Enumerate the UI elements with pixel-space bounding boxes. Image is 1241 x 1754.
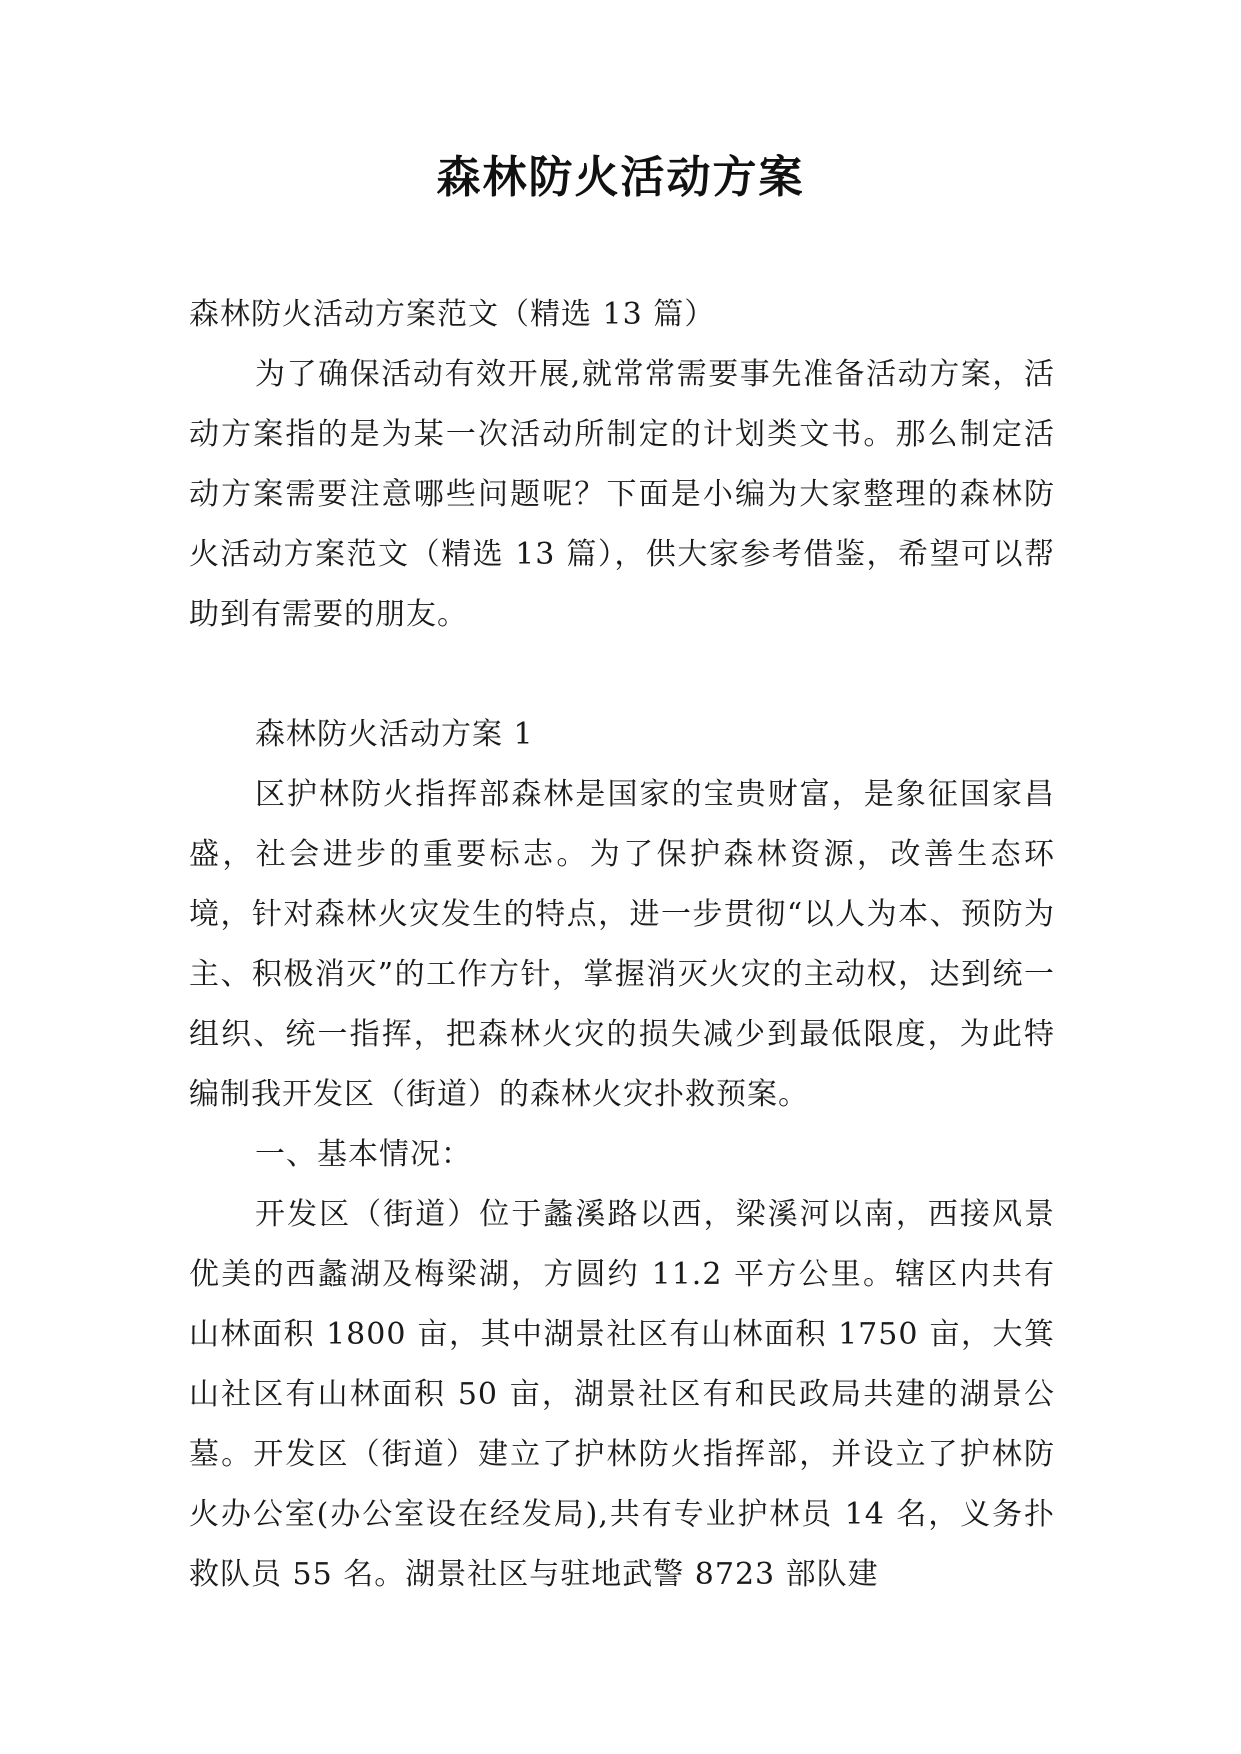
document-body [189,285,1055,1605]
subtitle-paragraph: 森林防火活动方案范文（精选 13 篇） [189,297,716,332]
document-title: 森林防火活动方案 [436,152,805,203]
intro-paragraph: 为了确保活动有效开展,就常常需要事先准备活动方案，活动方案指的是为某一次活动所制定的计划类文书。那么制定活动方案需要注意哪些问题呢？下面是小编为大家整理的森林防火活动方案范文（精选 13 篇），供大家参考借鉴，希望可以帮助到有需要的朋友。 [189,357,1055,632]
subsection-heading: 一、基本情况： [255,1137,472,1172]
body-paragraph: 区护林防火指挥部森林是国家的宝贵财富，是象征国家昌盛，社会进步的重要标志。为了保护森林资源，改善生态环境，针对森林火灾发生的特点，进一步贯彻“以人为本、预防为主、积极消灭”的工作方针，掌握消灭火灾的主动权，达到统一组织、统一指挥，把森林火灾的损失减少到最低限度，为此特编制我开发区（街道）的森林火灾扑救预案。 [189,777,1055,1112]
body-paragraph: 开发区（街道）位于蠡溪路以西，梁溪河以南，西接风景优美的西蠡湖及梅梁湖，方圆约 11.2 平方公里。辖区内共有山林面积 1800 亩，其中湖景社区有山林面积 1750 亩，大箕山社区有山林面积 50 亩，湖景社区有和民政局共建的湖景公墓。开发区（街道）建立了护林防火指挥部，并设立了护林防火办公室(办公室设在经发局),共有专业护林员 14 名，义务扑救队员 55 名。湖景社区与驻地武警 8723 部队建 [189,1197,1055,1592]
section-heading: 森林防火活动方案 1 [255,717,534,752]
paragraph-spacer [189,645,1055,705]
